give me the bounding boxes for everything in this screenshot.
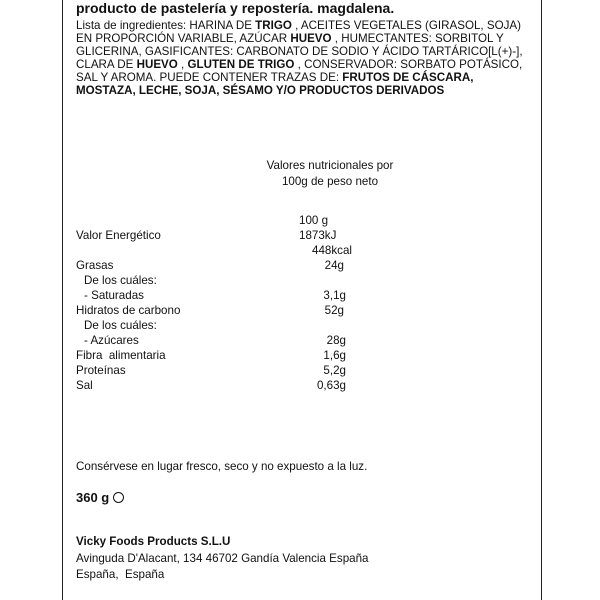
- energy-kcal-row: [76, 243, 376, 258]
- nutrient-name: Grasas: [76, 259, 114, 272]
- company-country: España, España: [76, 568, 165, 581]
- nutrition-row: [76, 273, 376, 288]
- energy-row: [76, 228, 376, 243]
- company-name: Vicky Foods Products S.L.U: [76, 535, 231, 548]
- nutrient-name: Fibra alimentaria: [76, 349, 166, 362]
- ingredients-segment: Lista de ingredientes: HARINA DE: [76, 19, 256, 32]
- estimated-sign-icon: [113, 492, 124, 503]
- nutrition-column-header-row: [76, 213, 376, 228]
- nutrient-name: Sal: [76, 379, 93, 392]
- nutrition-row: [76, 303, 376, 318]
- nutrition-header: [230, 158, 430, 190]
- company-address: Avinguda D'Alacant, 134 46702 Gandía Valencia España: [76, 551, 369, 565]
- allergen-traces: FRUTOS DE CÁSCARA, MOSTAZA, LECHE, SOJA, SÉSAMO Y/O PRODUCTOS DERIVADOS: [76, 71, 474, 98]
- nutrient-name: Hidratos de carbono: [76, 304, 181, 317]
- nutrient-name: De los cuáles:: [84, 319, 157, 332]
- nutrient-name: - Azúcares: [84, 334, 139, 347]
- nutrition-table: [76, 213, 376, 393]
- ingredients-segment: , CONSERVADOR: SORBATO POTÁSICO, SAL Y AROMA. PUEDE CONTENER TRAZAS DE:: [76, 58, 523, 85]
- nutrition-row: [76, 258, 376, 273]
- nutrition-header-line2: 100g de peso neto: [281, 175, 379, 188]
- nutrient-value: 1,6g: [323, 349, 346, 362]
- allergen-huevo: HUEVO: [136, 58, 178, 72]
- net-weight: [76, 490, 124, 505]
- nutrition-header-line1: Valores nutricionales por: [266, 159, 394, 172]
- nutrition-row: [76, 378, 376, 393]
- allergen-trigo: TRIGO: [255, 19, 292, 32]
- storage-instructions: Consérvese en lugar fresco, seco y no expuesto a la luz.: [76, 460, 368, 473]
- allergen-huevo: HUEVO: [290, 32, 332, 46]
- allergen-gluten: GLUTEN DE TRIGO: [187, 58, 295, 72]
- nutrient-value: 28g: [326, 334, 346, 347]
- energy-kcal: 448kcal: [312, 244, 352, 257]
- nutrient-name: - Saturadas: [84, 289, 144, 302]
- nutrient-value: 5,2g: [323, 364, 346, 377]
- nutrition-row: [76, 363, 376, 378]
- ingredients-list: [76, 19, 526, 98]
- energy-label: Valor Energético: [76, 229, 161, 242]
- nutrient-value: 24g: [324, 259, 344, 272]
- nutrition-row: [76, 333, 376, 348]
- ingredients-segment: ,: [177, 58, 188, 72]
- nutrition-row: [76, 348, 376, 363]
- product-title: producto de pastelería y repostería. magdalena.: [76, 0, 395, 16]
- nutrient-name: Proteínas: [76, 364, 126, 377]
- nutrition-row: [76, 318, 376, 333]
- company-info: [76, 534, 369, 584]
- nutrition-column-header: 100 g: [299, 214, 329, 227]
- nutrient-value: 52g: [324, 304, 344, 317]
- nutrient-value: 0,63g: [316, 379, 346, 392]
- nutrient-value: 3,1g: [323, 289, 346, 302]
- nutrition-row: [76, 288, 376, 303]
- ingredients-segment: , HUMECTANTES: SORBITOL Y GLICERINA, GASIFICANTES: CARBONATO DE SODIO Y ÁCIDO TARTÁRICO[L(+)-], CLARA DE: [76, 32, 523, 72]
- net-weight-value: 360 g: [76, 490, 110, 505]
- energy-kj: 1873kJ: [299, 229, 337, 242]
- ingredients-segment: , ACEITES VEGETALES (GIRASOL, SOJA) EN PROPORCIÓN VARIABLE, AZÚCAR: [76, 19, 522, 46]
- nutrient-name: De los cuáles:: [84, 274, 157, 287]
